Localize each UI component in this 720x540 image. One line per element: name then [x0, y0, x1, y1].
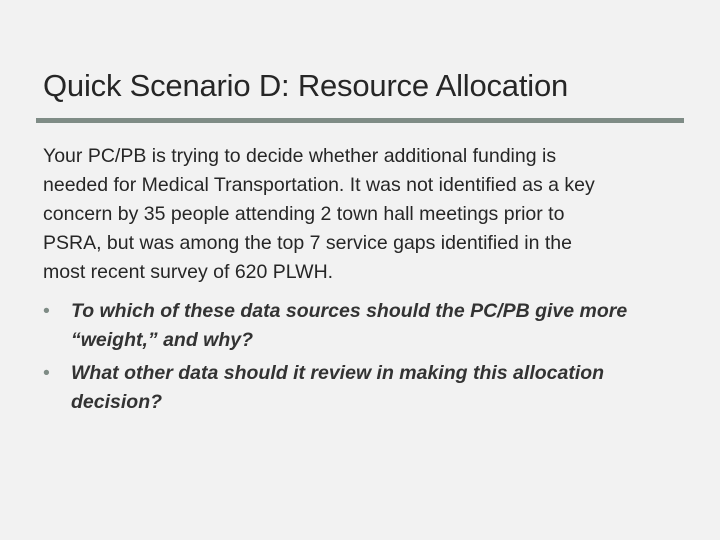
- question-item: [43, 297, 683, 355]
- question-line: What other data should it review in making this allocation: [71, 362, 605, 384]
- question-item: [43, 359, 683, 417]
- bullet-marker: •: [43, 362, 50, 384]
- title-underline-rule: [36, 118, 684, 123]
- slide-title: Quick Scenario D: Resource Allocation: [43, 68, 569, 103]
- scenario-paragraph: [43, 142, 683, 287]
- question-line: decision?: [71, 391, 163, 413]
- paragraph-line: Your PC/PB is trying to decide whether additional funding is: [43, 145, 557, 167]
- paragraph-line: concern by 35 people attending 2 town hall meetings prior to: [43, 203, 565, 225]
- bullet-marker: •: [43, 300, 50, 322]
- question-line: “weight,” and why?: [71, 329, 254, 351]
- paragraph-line: PSRA, but was among the top 7 service gaps identified in the: [43, 232, 572, 254]
- question-list: [43, 297, 683, 421]
- question-line: To which of these data sources should the PC/PB give more: [71, 300, 628, 322]
- paragraph-line: most recent survey of 620 PLWH.: [43, 261, 334, 283]
- paragraph-line: needed for Medical Transportation. It was not identified as a key: [43, 174, 595, 196]
